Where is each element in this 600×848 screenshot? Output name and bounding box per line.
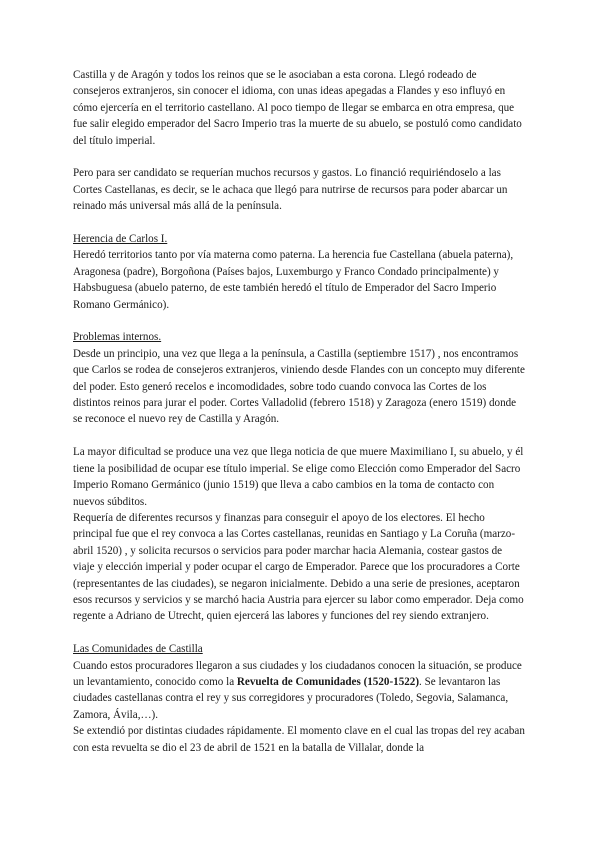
comunidades-text-start: Cuando estos procuradores llegaron a sus ciudades y los ciudadanos conocen la situación, se produce un levantamiento, conocido como la (73, 659, 522, 688)
paragraph-gap (73, 215, 526, 231)
paragraph-comunidades (73, 658, 526, 724)
paragraph-gap (73, 149, 526, 165)
heading-problemas: Problemas internos. (73, 331, 162, 344)
paragraph-candidacy: Pero para ser candidato se requerían muchos recursos y gastos. Lo financió requiriéndoselo a las Cortes Castellanas, es decir, se le achaca que llegó para nutrirse de recursos para poder abarcar un reinado más universal más allá de la península. (73, 167, 508, 213)
heading-comunidades: Las Comunidades de Castilla (73, 643, 203, 656)
paragraph-problemas: Desde un principio, una vez que llega a la península, a Castilla (septiembre 1517) , nos encontramos que Carlos se rodea de consejeros extranjeros, viniendo desde Flandes con un concepto muy diferente del poder. Esto generó recelos e incomodidades, sobre todo cuando convoca las Cortes de los distintos reinos para jurar el poder. Cortes Valladolid (febrero 1518) y Zaragoza (enero 1519) donde se reconoce el nuevo rey de Castilla y Aragón. (73, 347, 525, 426)
revuelta-bold: Revuelta de Comunidades (1520-1522) (236, 675, 420, 688)
paragraph-maximiliano: La mayor dificultad se produce una vez que llega noticia de que muere Maximiliano I, su abuelo, y él tiene la posibilidad de ocupar ese título imperial. Se elige como Elección como Emperador del Sacro Imperio Romano Germánico (junio 1519) que lleva a cabo cambios en la toma de contacto con nuevos súbditos. (73, 446, 524, 508)
paragraph-recursos: Requería de diferentes recursos y finanzas para conseguir el apoyo de los electores. El hecho principal fue que el rey convoca a las Cortes castellanas, reunidas en Santiago y La Coruña (marzo-abril 1520) , y solicita recursos o servicios para poder marchar hacia Alemania, costear gastos de viaje y elección imperial y poder ocupar el cargo de Emperador. Parece que los procuradores a Corte (representantes de las ciudades), se negaron inicialmente. Debido a una serie de presiones, aceptaron esos recursos y servicios y se marchó hacia Austria para ejercer su labor como emperador. Deja como regente a Adriano de Utrecht, quien ejercerá las labores y funciones del rey siendo extranjero. (73, 511, 524, 623)
heading-herencia: Herencia de Carlos I. (73, 233, 168, 246)
paragraph-gap (73, 428, 526, 444)
document-page (73, 67, 526, 756)
paragraph-villalar: Se extendió por distintas ciudades rápidamente. El momento clave en el cual las tropas del rey acaban con esta revuelta se dio el 23 de abril de 1521 en la batalla de Villalar, donde la (73, 725, 525, 754)
paragraph-gap (73, 313, 526, 329)
comunidades-text-end: . Se levantaron las ciudades castellanas contra el rey y sus corregidores y procuradores (Toledo, Segovia, Salamanca, Zamora, Ávila,…). (73, 675, 509, 721)
paragraph-gap (73, 625, 526, 641)
paragraph-herencia: Heredó territorios tanto por vía materna como paterna. La herencia fue Castellana (abuela paterna), Aragonesa (padre), Borgoñona (Países bajos, Luxemburgo y Franco Condado principalmente) y Habsbuguesa (abuelo paterno, de este también heredó el título de Emperador del Sacro Imperio Romano Germánico). (73, 249, 514, 311)
paragraph-intro: Castilla y de Aragón y todos los reinos que se le asociaban a esta corona. Llegó rodeado de consejeros extranjeros, sin conocer el idioma, con unas ideas apegadas a Flandes y eso influyó en cómo ejercería en el territorio castellano. Al poco tiempo de llegar se embarca en otra empresa, que fue salir elegido emperador del Sacro Imperio tras la muerte de su abuelo, se postuló como candidato del título imperial. (73, 69, 522, 147)
